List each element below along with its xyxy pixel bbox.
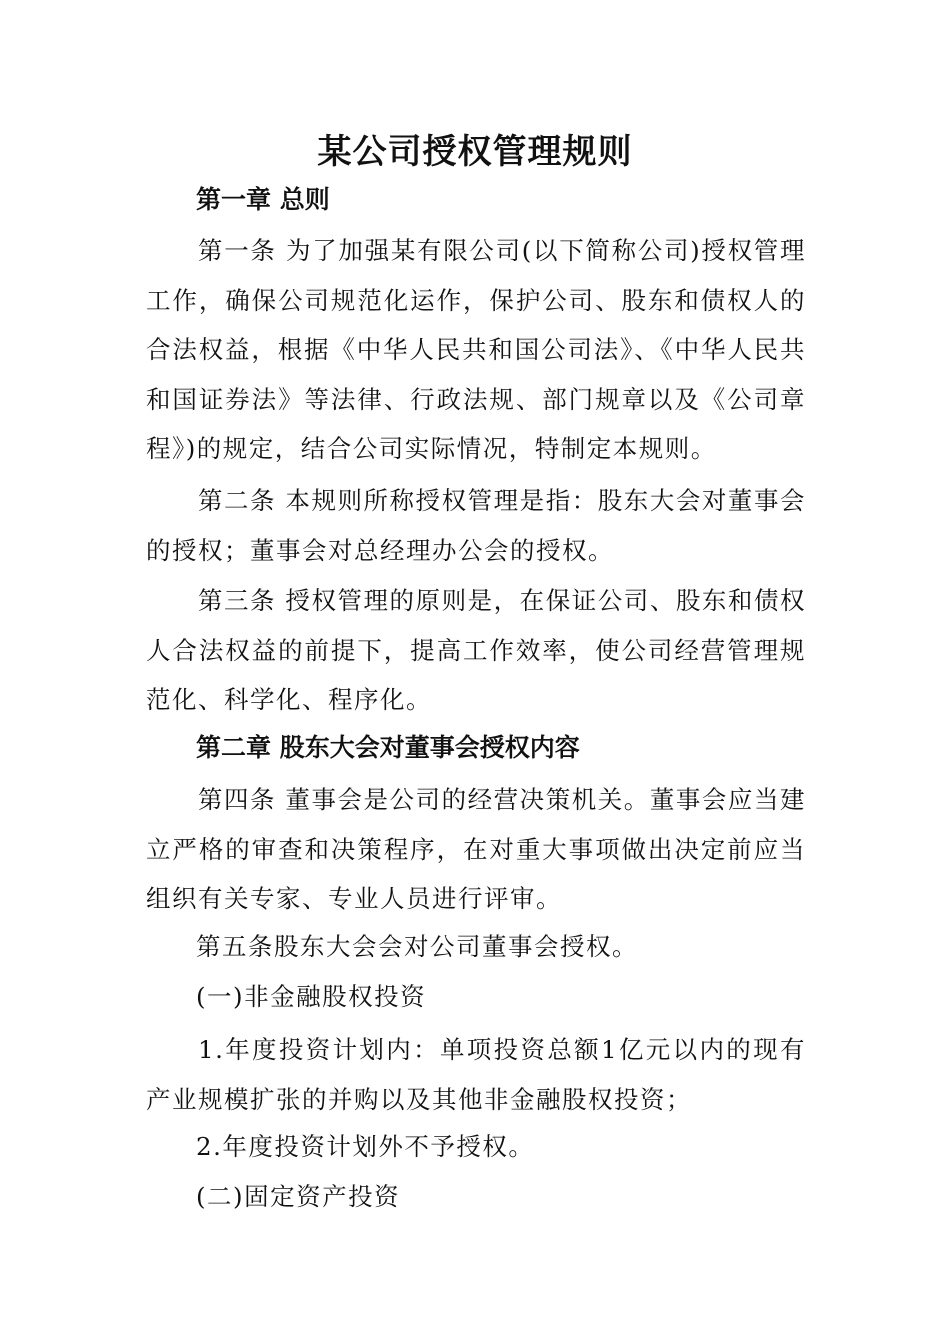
- article-3: 第三条 授权管理的原则是，在保证公司、股东和债权人合法权益的前提下，提高工作效率，使公司经营管理规范化、科学化、程序化。: [146, 586, 806, 714]
- section-2-heading: (二)固定资产投资: [196, 1182, 401, 1211]
- article-2: 第二条 本规则所称授权管理是指：股东大会对董事会的授权；董事会对总经理办公会的授权。: [146, 486, 806, 565]
- item-1: 1.年度投资计划内：单项投资总额1亿元以内的现有产业规模扩张的并购以及其他非金融股权投资；: [146, 1035, 806, 1114]
- article-4: 第四条 董事会是公司的经营决策机关。董事会应当建立严格的审查和决策程序，在对重大事项做出决定前应当组织有关专家、专业人员进行评审。: [146, 785, 806, 913]
- chapter-2-heading: 第二章 股东大会对董事会授权内容: [196, 733, 580, 762]
- article-5: 第五条股东大会会对公司董事会授权。: [196, 932, 638, 961]
- article-1: 第一条 为了加强某有限公司(以下简称公司)授权管理工作，确保公司规范化运作，保护公司、股东和债权人的合法权益，根据《中华人民共和国公司法》、《中华人民共和国证券法》等法律、行政法规、部门规章以及《公司章程》)的规定，结合公司实际情况，特制定本规则。: [146, 236, 806, 463]
- chapter-1-heading: 第一章 总则: [196, 185, 330, 214]
- document-title: 某公司授权管理规则: [317, 132, 633, 172]
- item-2: 2.年度投资计划外不予授权。: [196, 1132, 535, 1161]
- section-1-heading: (一)非金融股权投资: [196, 982, 427, 1011]
